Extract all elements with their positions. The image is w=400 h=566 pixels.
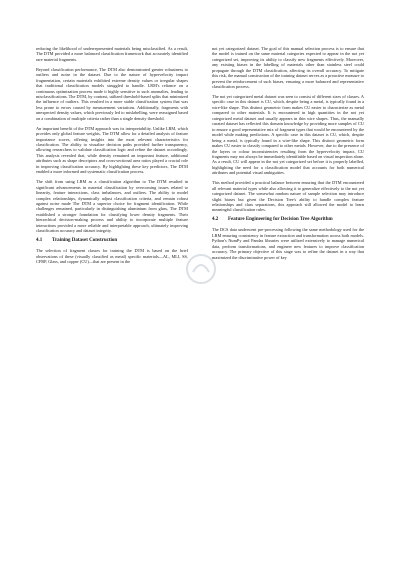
paragraph: An important benefit of the DTM approach was its interpretability. Unlike LRM, which provides only global feature weights, The DTM allow for a detailed analysis of feature importance scores, offering insights into the most relevant characteristics for classification. The ability to visualize decision paths provided further transparency, allowing researchers to validate classification logic and refine the dataset accordingly. This analysis revealed that, while density remained an important feature, additional attributes such as shape descriptors and cross-sectional area ratios played a crucial role in improving classification accuracy. By highlighting these key predictors, The DTM enabled a more informed and systematic classification process.: [36, 125, 188, 175]
paragraph: Beyond classification performance, The DTM also demonstrated greater robustness to outliers and noise in the dataset. Due to the nature of hypervelocity impact fragmentation, certain materials exhibited extreme density values or irregular shapes that traditional classification models struggled to handle. LRM's reliance on a continuous optimization process made it highly sensitive to such anomalies, leading to misclassifications. The DTM, by contrast, utilized threshold-based splits that minimized the influence of outliers. This resulted in a more stable classification system that was less prone to errors caused by measurement variations. Additionally, fragments with unexpected density values, which previously led to mislabelling, were reassigned based on a combination of multiple criteria rather than a single density threshold.: [36, 66, 188, 121]
section-number: 4.2: [212, 217, 219, 223]
watermark-logo-icon: [184, 252, 218, 286]
section-heading: [36, 238, 188, 244]
section-title: Feature Engineering for Decision Tree Algorithm: [228, 217, 333, 223]
paragraph: This method provided a practical balance between ensuring that the DTM encountered all relevant material types while also allowing it to generalize effectively to the not yet categorized dataset. The somewhat random nature of sample selection may introduce slight biases but given the Decision Tree's ability to handle complex feature relationships and class separations, this approach still allowed the model to learn meaningful classification rules.: [212, 180, 364, 213]
section-heading: [212, 217, 364, 223]
section-title: Training Dataset Construction: [52, 238, 118, 244]
right-column: [212, 46, 364, 264]
paragraph: The DCS data underwent pre-processing following the same methodology used for the LRM ensuring consistency in feature extraction and transformation across both models. Python's NumPy and Pandas libraries were utilized extensively to manage numerical data, perform transformations, and engineer new features to improve classification accuracy. The primary objective of this stage was to refine the dataset in a way that maximized the discriminative power of key: [212, 227, 364, 260]
paragraph: The selection of fragment classes for training the DTM is based on the brief observations of these (visually classified as metal) specific materials—AL, MLI, SS, CFRP, Glass, and copper (CU)—that are present in the: [36, 248, 188, 264]
left-column: [36, 46, 188, 269]
paragraph: not yet categorized dataset. The goal of this manual selection process is to ensure that the model is trained on the same material categories expected to appear in the not yet categorized set, improving its ability to classify new fragments effectively. Moreover, any existing biases in the labelling of materials other than stainless steel could propagate through the DTM classification, affecting its overall accuracy. To mitigate this risk, the manual construction of the training dataset serves as a proactive measure to prevent the reinforcement of such biases, ensuring a more balanced and representative classification process.: [212, 46, 364, 90]
paragraph: The not yet categorized metal dataset was seen to consist of different sizes of classes. A specific case in this dataset is CU, which, despite being a metal, is typically found in a wire-like shape. This distinct geometric form makes CU easier to characterize as metal compared to other materials. It is encountered in high quantities in the not yet categorized metal dataset and usually appears in thin wire shapes. Thus, the manually curated dataset has reflected this domain knowledge by providing more samples of CU to ensure a good representative mix of fragment types that would be encountered by the model while making predictions. A specific case in this dataset is CU, which, despite being a metal, is typically found in a wire-like shape. This distinct geometric form makes CU easier to classify compared to other metals. However, due to the presence of the layers or colour inconsistencies resulting from the hypervelocity impact, CU fragments may not always be immediately identifiable based on visual inspection alone. As a result, CU will appear in the not yet categorized set before it is properly labelled, highlighting the need for a classification model that accounts for both numerical attributes and potential visual ambiguities.: [212, 94, 364, 176]
section-number: 4.1: [36, 238, 43, 244]
paragraph: reducing the likelihood of underrepresented materials being misclassified. As a result, The DTM provided a more balanced classification framework that accurately identified rare material fragments.: [36, 46, 188, 62]
paragraph: The shift from using LRM as a classification algorithm to The DTM resulted in significant advancements in material classification by overcoming issues related to linearity, feature interactions, class imbalances, and outliers. The ability to model complex relationships, dynamically adjust classification criteria, and remain robust against noise made The DTM a superior choice for fragment identification. While challenges remained, particularly in distinguishing aluminium from glass, The DTM established a stronger foundation for classifying lower density fragments. Their hierarchical decision-making process and ability to incorporate multiple feature interactions provided a more reliable and interpretable approach, ultimately improving classification accuracy and dataset integrity.: [36, 179, 188, 234]
